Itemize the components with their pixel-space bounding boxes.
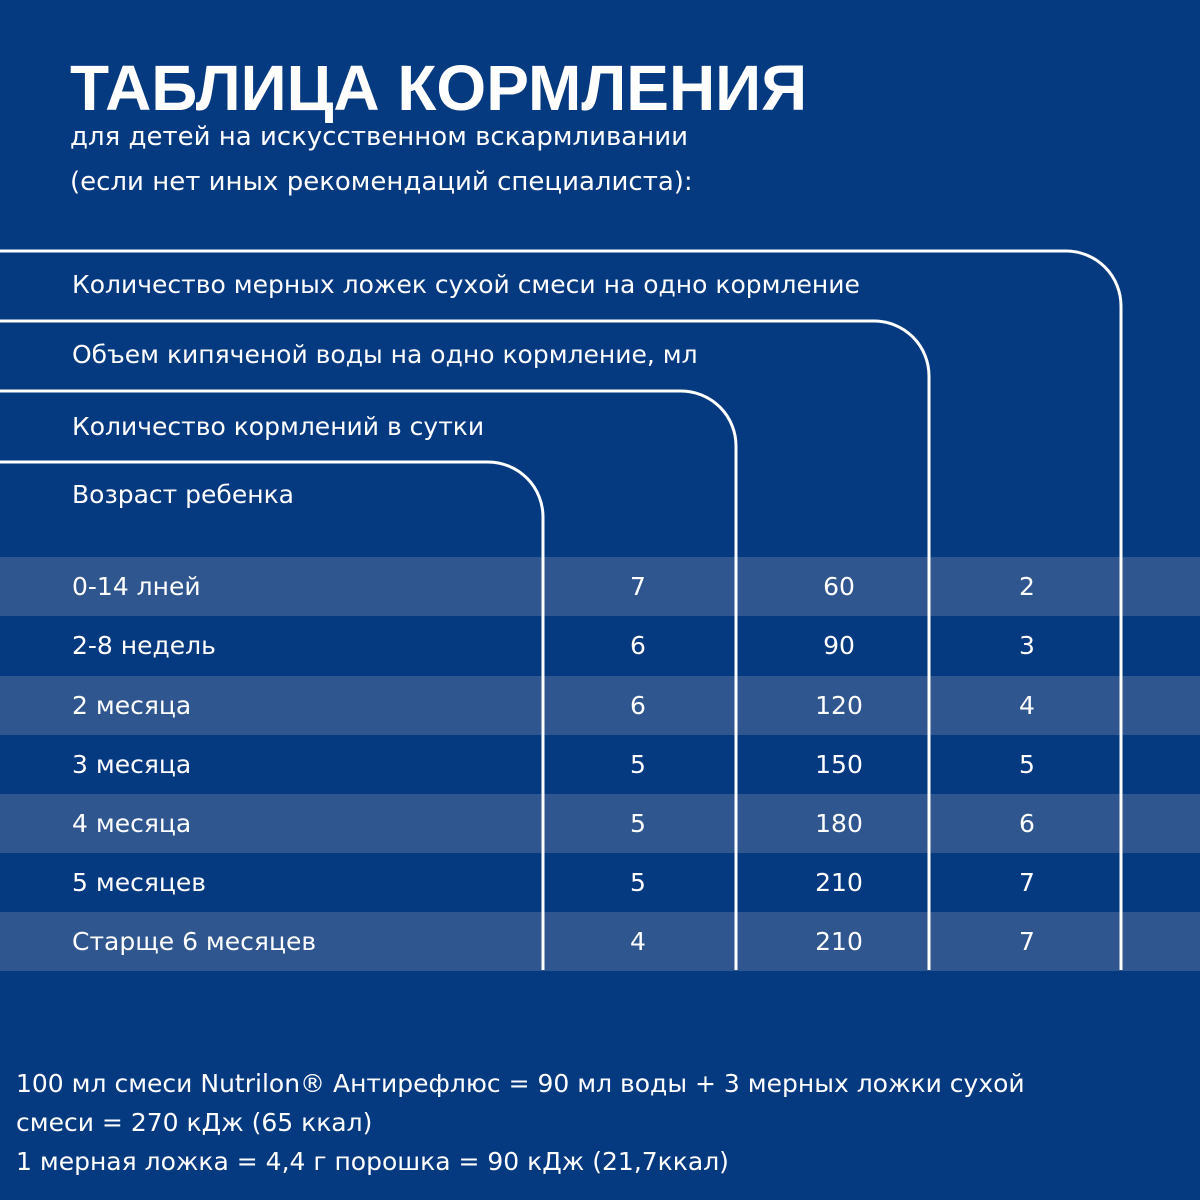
scoops-cell: 4 xyxy=(1019,691,1035,720)
water-cell: 120 xyxy=(815,691,863,720)
scoops-cell: 6 xyxy=(1019,809,1035,838)
water-cell: 90 xyxy=(823,631,855,660)
column-label-scoops: Количество мерных ложек сухой смеси на одно кормление xyxy=(72,270,860,299)
water-cell: 60 xyxy=(823,572,855,601)
feedings-cell: 4 xyxy=(630,927,646,956)
column-label-age: Возраст ребенка xyxy=(72,480,294,509)
age-cell: 5 месяцев xyxy=(72,868,207,897)
page-title: ТАБЛИЦА КОРМЛЕНИЯ xyxy=(70,52,808,124)
scoops-cell: 7 xyxy=(1019,927,1035,956)
water-cell: 210 xyxy=(815,868,863,897)
footer-note-line-2: смеси = 270 кДж (65 ккал) xyxy=(16,1108,373,1137)
age-cell: 4 месяца xyxy=(72,809,192,838)
water-cell: 180 xyxy=(815,809,863,838)
feedings-cell: 7 xyxy=(630,572,646,601)
age-cell: 3 месяца xyxy=(72,750,192,779)
bracket-feedings xyxy=(0,391,736,970)
footer-note-line-3: 1 мерная ложка = 4,4 г порошка = 90 кДж (21,7ккал) xyxy=(16,1147,729,1176)
scoops-cell: 3 xyxy=(1019,631,1035,660)
water-cell: 210 xyxy=(815,927,863,956)
feedings-cell: 5 xyxy=(630,809,646,838)
feedings-cell: 5 xyxy=(630,750,646,779)
age-cell: 0-14 лней xyxy=(72,572,201,601)
age-cell: 2-8 недель xyxy=(72,631,216,660)
scoops-cell: 5 xyxy=(1019,750,1035,779)
column-label-feedings: Количество кормлений в сутки xyxy=(72,412,485,441)
feedings-cell: 5 xyxy=(630,868,646,897)
feedings-cell: 6 xyxy=(630,631,646,660)
age-cell: 2 месяца xyxy=(72,691,192,720)
feedings-cell: 6 xyxy=(630,691,646,720)
column-label-water: Объем кипяченой воды на одно кормление, мл xyxy=(72,340,698,369)
subtitle-line-2: (если нет иных рекомендаций специалиста): xyxy=(70,167,693,197)
bracket-age xyxy=(0,462,543,970)
scoops-cell: 2 xyxy=(1019,572,1035,601)
water-cell: 150 xyxy=(815,750,863,779)
subtitle-line-1: для детей на искусственном вскармливании xyxy=(70,122,689,152)
age-cell: Старще 6 месяцев xyxy=(72,927,317,956)
footer-note-line-1: 100 мл смеси Nutrilon® Антирефлюс = 90 мл воды + 3 мерных ложки сухой xyxy=(16,1069,1025,1098)
scoops-cell: 7 xyxy=(1019,868,1035,897)
